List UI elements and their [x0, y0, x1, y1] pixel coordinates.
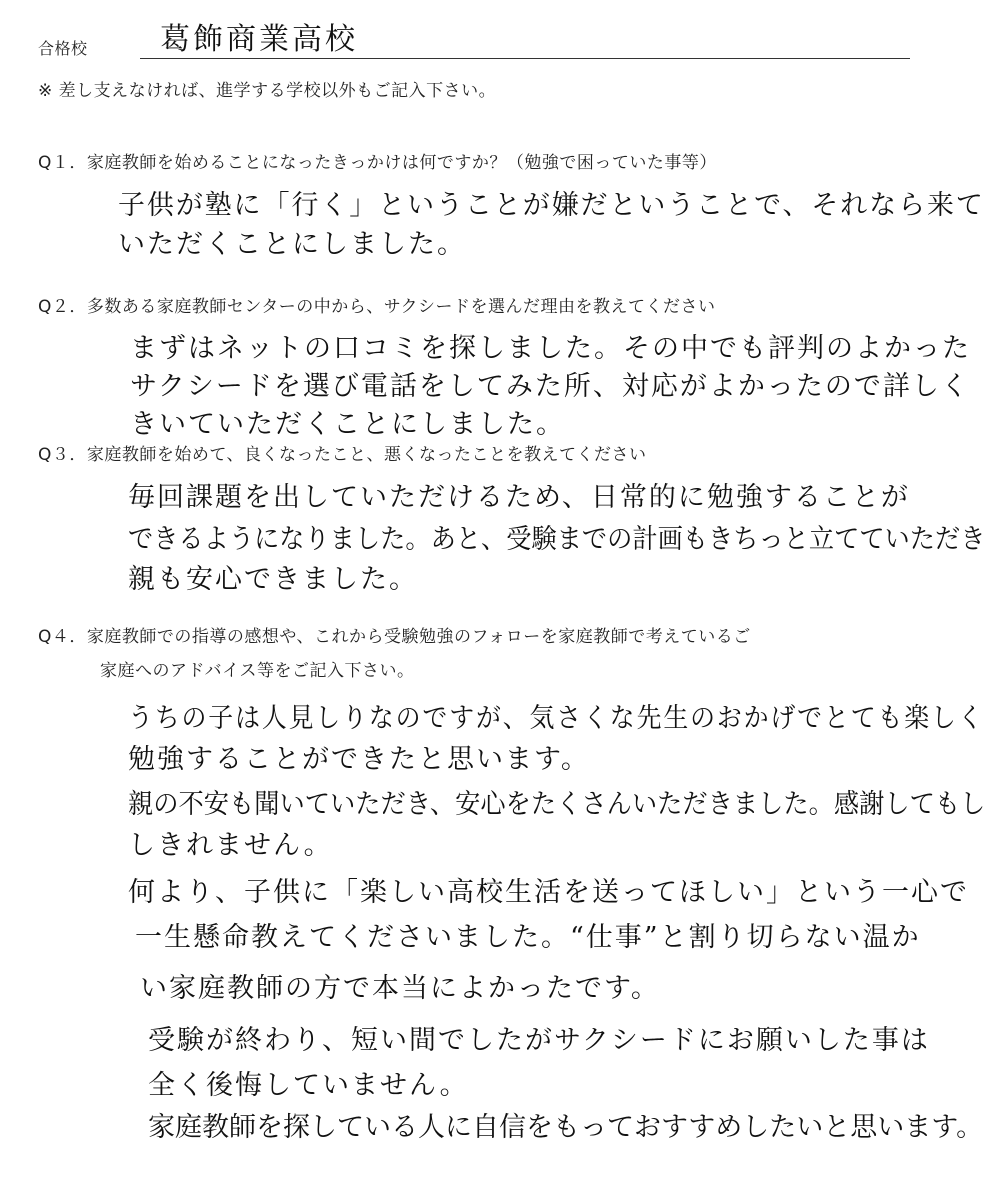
- q4-answer-line-1: うちの子は人見しりなのですが、気さくな先生のおかげでとても楽しく: [128, 703, 985, 734]
- q3-answer-line-2: できるようになりました。あと、受験までの計画もきちっと立てていただき: [128, 524, 986, 555]
- school-name: 葛飾商業高校: [160, 22, 358, 57]
- q1-answer-line-2: いただくことにしました。: [118, 229, 466, 260]
- q1-question: Q１．家庭教師を始めることになったきっかけは何ですか？（勉強で困っていた事等）: [38, 153, 717, 173]
- q4-answer-line-5: 何より、子供に「楽しい高校生活を送ってほしい」という一心で: [128, 877, 969, 908]
- q2-answer-line-2: サクシードを選び電話をしてみた所、対応がよかったので詳しく: [130, 371, 970, 402]
- q4-answer-line-9: 全く後悔していません。: [148, 1070, 469, 1101]
- q1-answer-line-1: 子供が塾に「行く」ということが嫌だということで、それなら来て: [118, 190, 985, 221]
- q3-answer-line-1: 毎回課題を出していただけるため、日常的に勉強することが: [128, 482, 910, 513]
- school-underline: [140, 58, 910, 59]
- q3-answer-line-3: 親も安心できました。: [128, 564, 418, 595]
- q2-answer-line-3: きいていただくことにしました。: [130, 409, 565, 440]
- q4-answer-line-2: 勉強することができたと思います。: [128, 744, 590, 775]
- school-label: 合格校: [38, 39, 88, 58]
- q4-question-line-1: Q４．家庭教師での指導の感想や、これから受験勉強のフォローを家庭教師で考えているご: [38, 627, 751, 647]
- q4-answer-line-3: 親の不安も聞いていただき、安心をたくさんいただきました。感謝してもし: [128, 789, 986, 820]
- q4-question-line-2: 家庭へのアドバイス等をご記入下さい。: [100, 661, 415, 681]
- q4-answer-line-6: 一生懸命教えてくださいました。“仕事”と割り切らない温か: [135, 922, 921, 953]
- q4-answer-line-7: い家庭教師の方で本当によかったです。: [140, 973, 660, 1004]
- q3-question: Q３．家庭教師を始めて、良くなったこと、悪くなったことを教えてください: [38, 445, 647, 465]
- header-note: ※ 差し支えなければ、進学する学校以外もご記入下さい。: [38, 81, 497, 101]
- q4-answer-line-10: 家庭教師を探している人に自信をもっておすすめしたいと思います。: [148, 1112, 984, 1143]
- q4-answer-line-4: しきれません。: [128, 830, 333, 861]
- q2-question: Q２．多数ある家庭教師センターの中から、サクシードを選んだ理由を教えてください: [38, 297, 716, 317]
- q2-answer-line-1: まずはネットの口コミを探しました。その中でも評判のよかった: [130, 333, 971, 364]
- q4-answer-line-8: 受験が終わり、短い間でしたがサクシードにお願いした事は: [148, 1025, 930, 1056]
